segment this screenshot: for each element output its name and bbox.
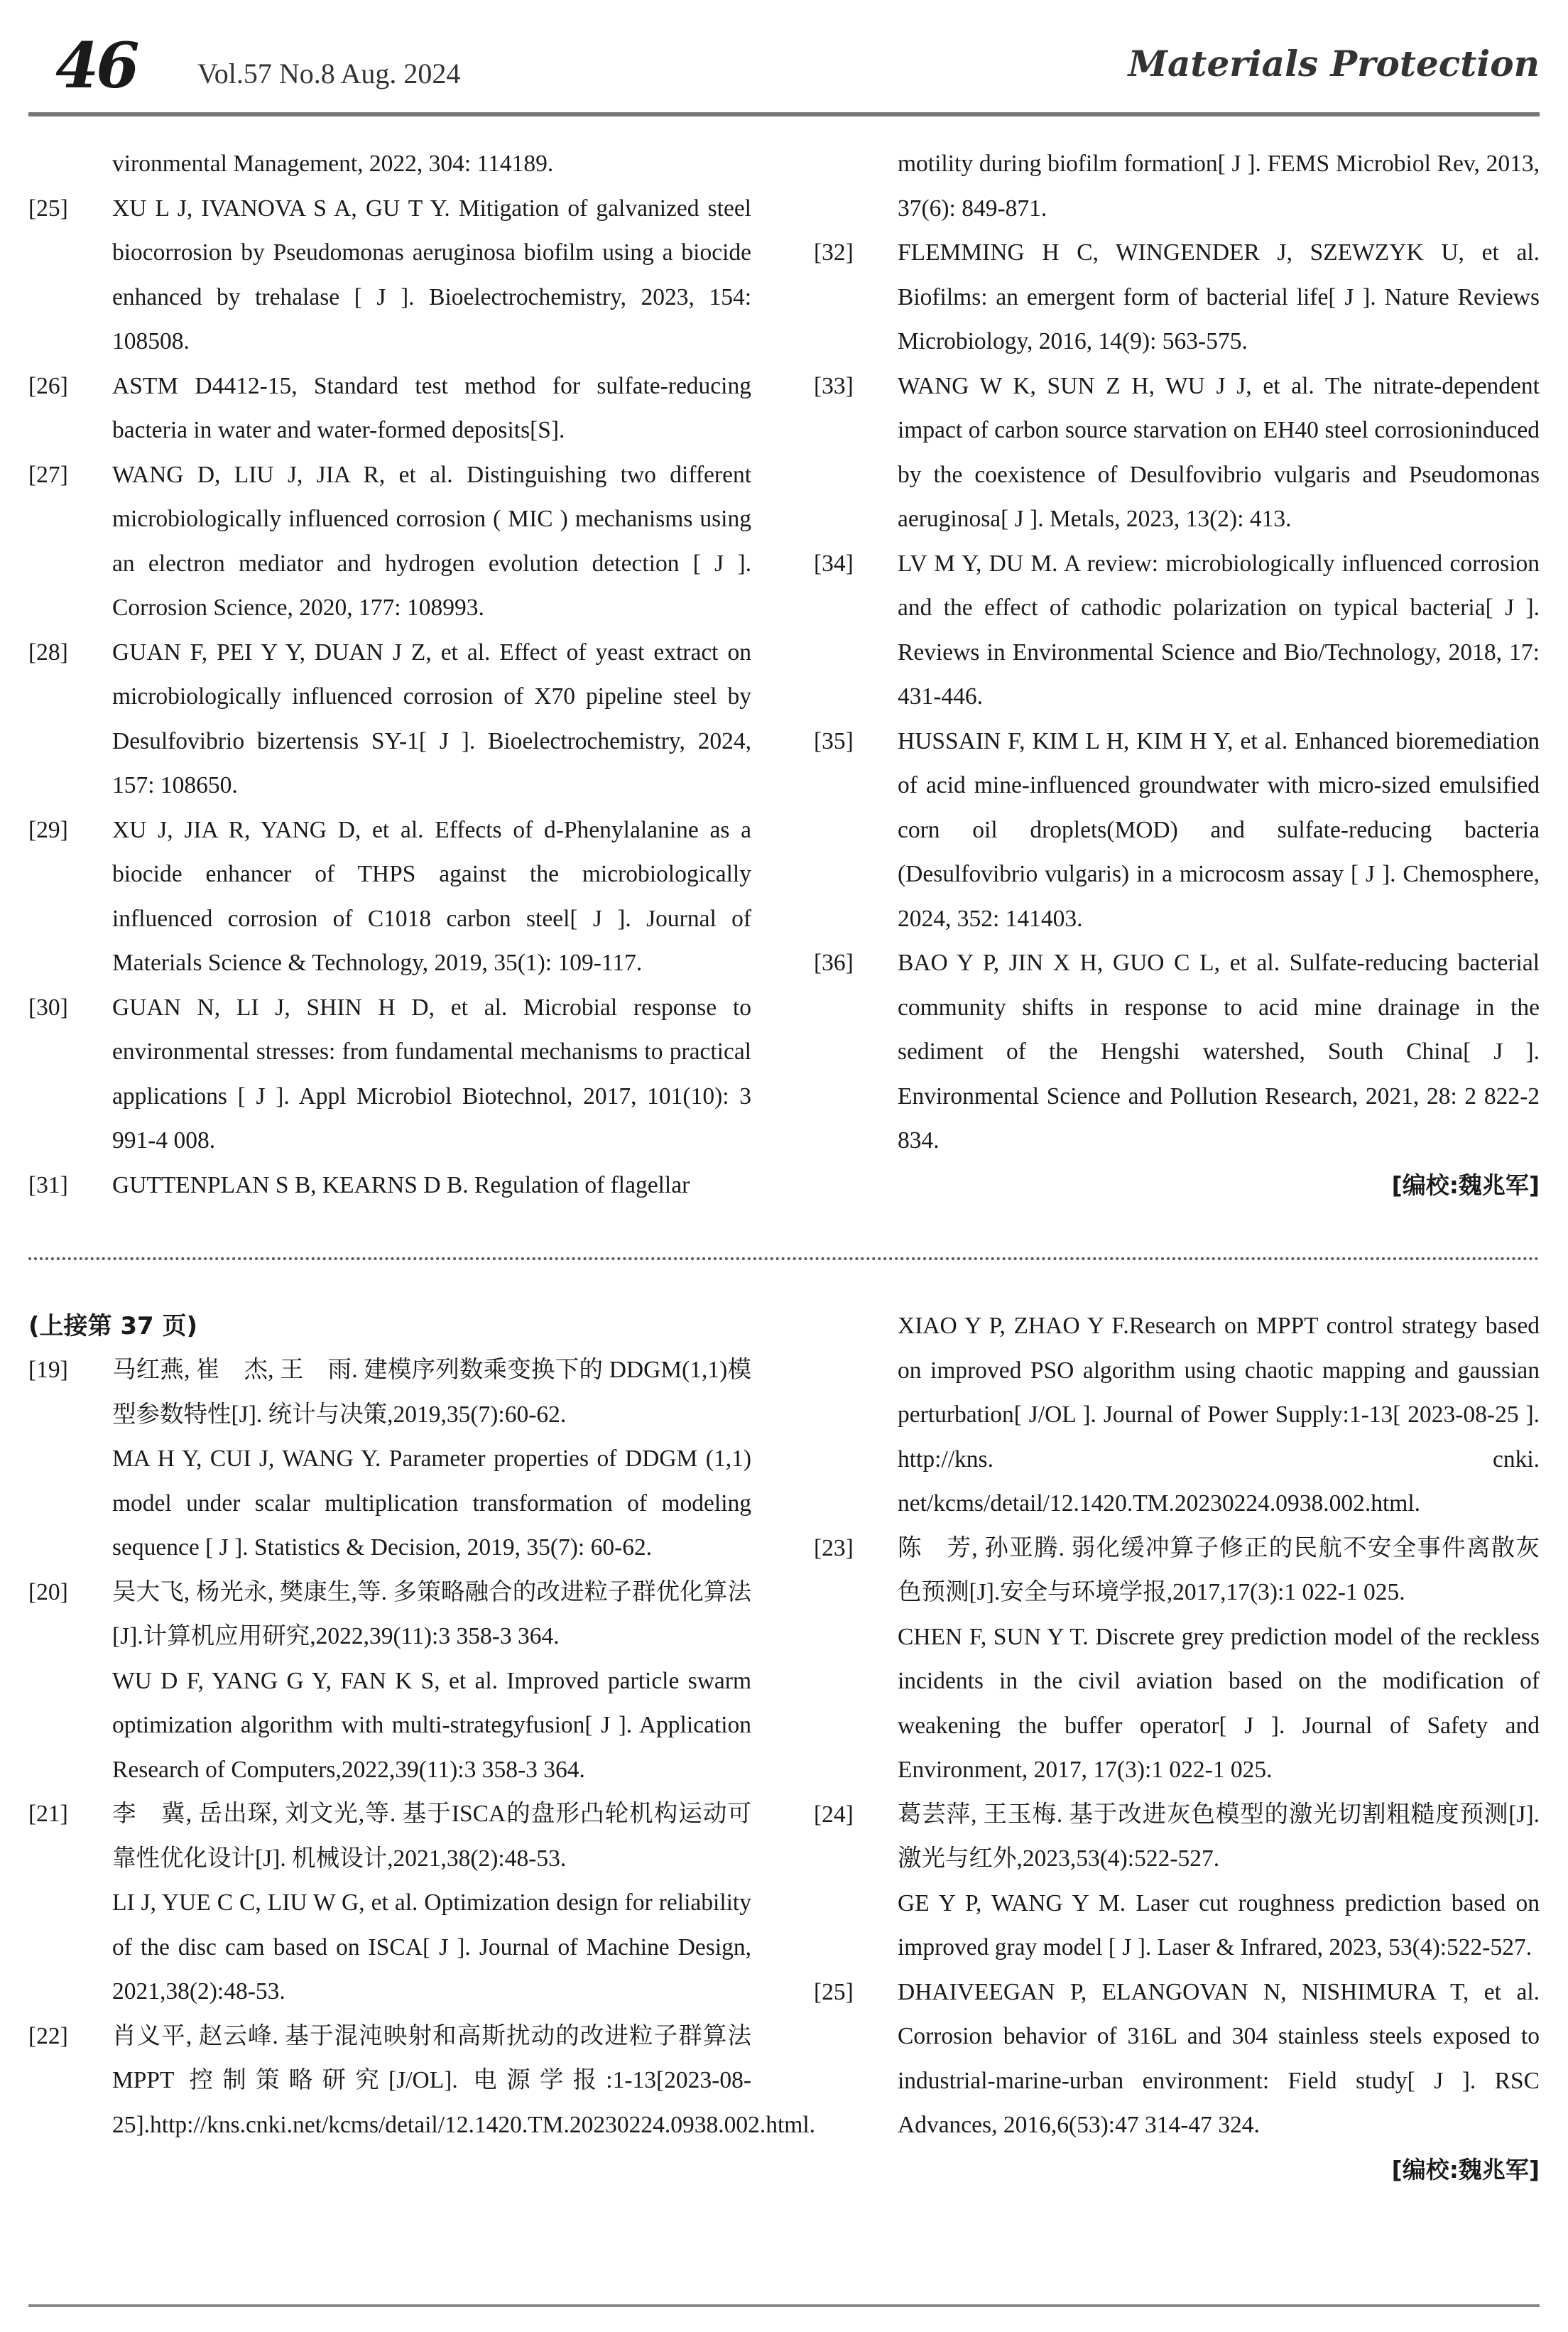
reference-text: GUAN N, LI J, SHIN H D, et al. Microbial response to environmental stresses: from fundamental mechanisms to practical applications [ J ]. Appl Microbiol Biotechnol, 2017, 101(10): 3 991-4 008. [112, 994, 751, 1154]
reference-text: DHAIVEEGAN P, ELANGOVAN N, NISHIMURA T, et al. Corrosion behavior of 316L and 304 stainless steels exposed to industrial-marine-urban environment: Field study[ J ]. RSC Advances, 2016,6(53):47 314-47 324. [898, 1978, 1540, 2138]
reference-item [814, 364, 1540, 542]
reference-item [814, 1793, 1540, 1970]
reference-number: [31] [28, 1171, 68, 1198]
reference-text: WANG W K, SUN Z H, WU J J, et al. The nitrate-dependent impact of carbon source starvation on EH40 steel corrosioninduced by the coexistence of Desulfovibrio vulgaris and Pseudomonas aeruginosa[ J ]. Metals, 2023, 13(2): 413. [898, 372, 1540, 532]
reference-number: [35] [814, 727, 854, 754]
reference-text: LV M Y, DU M. A review: microbiologically influenced corrosion and the effect of cathodic polarization on typical bacteria[ J ]. Reviews in Environmental Science and Bio/Technology, 2018, 17: 431-446. [898, 550, 1540, 710]
reference-number: [24] [814, 1801, 854, 1828]
reference-text: 马红燕, 崔 杰, 王 雨. 建模序列数乘变换下的 DDGM(1,1)模型参数特性[J]. 统计与决策,2019,35(7):60-62. [112, 1357, 751, 1428]
reference-list [28, 1348, 816, 2147]
reference-text: 吴大飞, 杨光永, 樊康生,等. 多策略融合的改进粒子群优化算法[J].计算机应用研究,2022,39(11):3 358-3 364. [112, 1578, 751, 1649]
header-rule [28, 112, 1540, 116]
reference-continuation: XIAO Y P, ZHAO Y F.Research on MPPT control strategy based on improved PSO algorithm using chaotic mapping and gaussian perturbation[ J/OL ]. Journal of Power Supply:1-13[ 2023-08-25 ]. http://kns. cnki. net/kcms/detail/12.1420.TM.20230224.0938.002.html. [898, 1313, 1540, 1517]
reference-item [814, 720, 1540, 942]
reference-continuation: vironmental Management, 2022, 304: 114189. [112, 151, 554, 177]
continued-from-label: (上接第 37 页) [28, 1312, 198, 1340]
reference-item [28, 1792, 751, 2014]
reference-number: [23] [814, 1534, 854, 1561]
reference-number: [22] [28, 2022, 68, 2049]
reference-text: XU J, JIA R, YANG D, et al. Effects of d-Phenylalanine as a biocide enhancer of THPS against the microbiologically influenced corrosion of C1018 carbon steel[ J ]. Journal of Materials Science & Technology, 2019, 35(1): 109-117. [112, 816, 751, 976]
reference-text: XU L J, IVANOVA S A, GU T Y. Mitigation of galvanized steel biocorrosion by Pseudomonas aeruginosa biofilm using a biocide enhanced by trehalase [ J ]. Bioelectrochemistry, 2023, 154: 108508. [112, 195, 751, 354]
reference-number: [26] [28, 372, 68, 399]
section-separator [28, 1257, 1540, 1260]
reference-text: HUSSAIN F, KIM L H, KIM H Y, et al. Enhanced bioremediation of acid mine-influenced groundwater with micro-sized emulsified corn oil droplets(MOD) and sulfate-reducing bacteria (Desulfovibrio vulgaris) in a microcosm assay [ J ]. Chemosphere, 2024, 352: 141403. [898, 727, 1540, 932]
journal-title: Materials Protection [1128, 43, 1540, 85]
reference-text: 肖义平, 赵云峰. 基于混沌映射和高斯扰动的改进粒子群算法 MPPT 控制策略研究[J/OL]. 电源学报:1-13[2023-08-25].http://kns.cnki.net/kcms/detail/12.1420.TM.20230224.0938.002.html. [112, 2022, 816, 2138]
reference-number: [36] [814, 950, 854, 976]
editor-note: [编校:魏兆军] [1391, 2155, 1540, 2184]
top-left-column [28, 142, 751, 1208]
reference-item [814, 941, 1540, 1164]
reference-text: GUAN F, PEI Y Y, DUAN J Z, et al. Effect of yeast extract on microbiologically influenced corrosion of X70 pipeline steel by Desulfovibrio bizertensis SY-1[ J ]. Bioelectrochemistry, 2024, 157: 108650. [112, 639, 751, 798]
bottom-left-column [28, 1304, 816, 2147]
reference-text: WANG D, LIU J, JIA R, et al. Distinguishing two different microbiologically influenced corrosion ( MIC ) mechanisms using an electron mediator and hydrogen evolution detection [ J ]. Corrosion Science, 2020, 177: 108993. [112, 461, 751, 621]
reference-text: BAO Y P, JIN X H, GUO C L, et al. Sulfate-reducing bacterial community shifts in response to acid mine drainage in the sediment of the Hengshi watershed, South China[ J ]. Environmental Science and Pollution Research, 2021, 28: 2 822-2 834. [898, 950, 1540, 1154]
reference-translation: GE Y P, WANG Y M. Laser cut roughness prediction based on improved gray model [ J ]. Laser & Infrared, 2023, 53(4):522-527. [898, 1889, 1540, 1960]
top-right-column [814, 142, 1540, 1208]
reference-text: 李 冀, 岳出琛, 刘文光,等. 基于ISCA的盘形凸轮机构运动可靠性优化设计[J]. 机械设计,2021,38(2):48-53. [112, 1801, 751, 1872]
reference-item [28, 187, 751, 364]
reference-item [28, 986, 751, 1164]
reference-number: [19] [28, 1357, 68, 1383]
reference-text: 葛芸萍, 王玉梅. 基于改进灰色模型的激光切割粗糙度预测[J]. 激光与红外,2023,53(4):522-527. [898, 1801, 1540, 1872]
reference-item [814, 542, 1540, 720]
reference-number: [25] [814, 1978, 854, 2005]
reference-item [28, 1164, 751, 1208]
reference-continuation: motility during biofilm formation[ J ]. FEMS Microbiol Rev, 2013, 37(6): 849-871. [898, 151, 1540, 222]
reference-translation: WU D F, YANG G Y, FAN K S, et al. Improved particle swarm optimization algorithm with multi-strategyfusion[ J ]. Application Research of Computers,2022,39(11):3 358-3 364. [112, 1667, 751, 1783]
reference-item [28, 1571, 751, 1793]
reference-number: [21] [28, 1801, 68, 1827]
reference-item [28, 364, 751, 453]
reference-list [28, 187, 751, 1208]
reference-translation: CHEN F, SUN Y T. Discrete grey prediction model of the reckless incidents in the civil aviation based on the modification of weakening the buffer operator[ J ]. Journal of Safety and Environment, 2017, 17(3):1 022-1 025. [898, 1623, 1540, 1783]
reference-item [814, 1526, 1540, 1793]
reference-number: [27] [28, 461, 68, 488]
reference-list [814, 231, 1540, 1164]
page-number: 46 [55, 28, 137, 102]
reference-text: FLEMMING H C, WINGENDER J, SZEWZYK U, et al. Biofilms: an emergent form of bacterial life[ J ]. Nature Reviews Microbiology, 2016, 14(9): 563-575. [898, 239, 1540, 354]
reference-item [814, 1970, 1540, 2148]
reference-number: [20] [28, 1578, 68, 1605]
reference-text: 陈 芳, 孙亚腾. 弱化缓冲算子修正的民航不安全事件离散灰色预测[J].安全与环境学报,2017,17(3):1 022-1 025. [898, 1534, 1540, 1605]
reference-item [28, 1348, 751, 1571]
reference-number: [32] [814, 239, 854, 266]
reference-number: [33] [814, 372, 854, 399]
page-header [28, 28, 1540, 107]
issue-info: Vol.57 No.8 Aug. 2024 [197, 58, 461, 90]
reference-item [28, 2014, 816, 2148]
reference-item [814, 231, 1540, 364]
reference-number: [29] [28, 816, 68, 843]
reference-list [814, 1526, 1540, 2148]
reference-number: [30] [28, 994, 68, 1021]
reference-item [28, 453, 751, 631]
footer-rule [28, 2304, 1540, 2307]
editor-note: [编校:魏兆军] [1391, 1171, 1540, 1199]
reference-translation: MA H Y, CUI J, WANG Y. Parameter properties of DDGM (1,1) model under scalar multiplication transformation of modeling sequence [ J ]. Statistics & Decision, 2019, 35(7): 60-62. [112, 1446, 751, 1561]
reference-number: [25] [28, 195, 68, 222]
reference-item [28, 808, 751, 986]
bottom-right-column [814, 1304, 1540, 2192]
reference-text: ASTM D4412-15, Standard test method for sulfate-reducing bacteria in water and water-formed deposits[S]. [112, 372, 751, 443]
reference-number: [28] [28, 639, 68, 666]
reference-translation: LI J, YUE C C, LIU W G, et al. Optimization design for reliability of the disc cam based on ISCA[ J ]. Journal of Machine Design, 2021,38(2):48-53. [112, 1889, 751, 2005]
reference-text: GUTTENPLAN S B, KEARNS D B. Regulation of flagellar [112, 1171, 690, 1198]
reference-item [28, 631, 751, 808]
reference-number: [34] [814, 550, 854, 577]
